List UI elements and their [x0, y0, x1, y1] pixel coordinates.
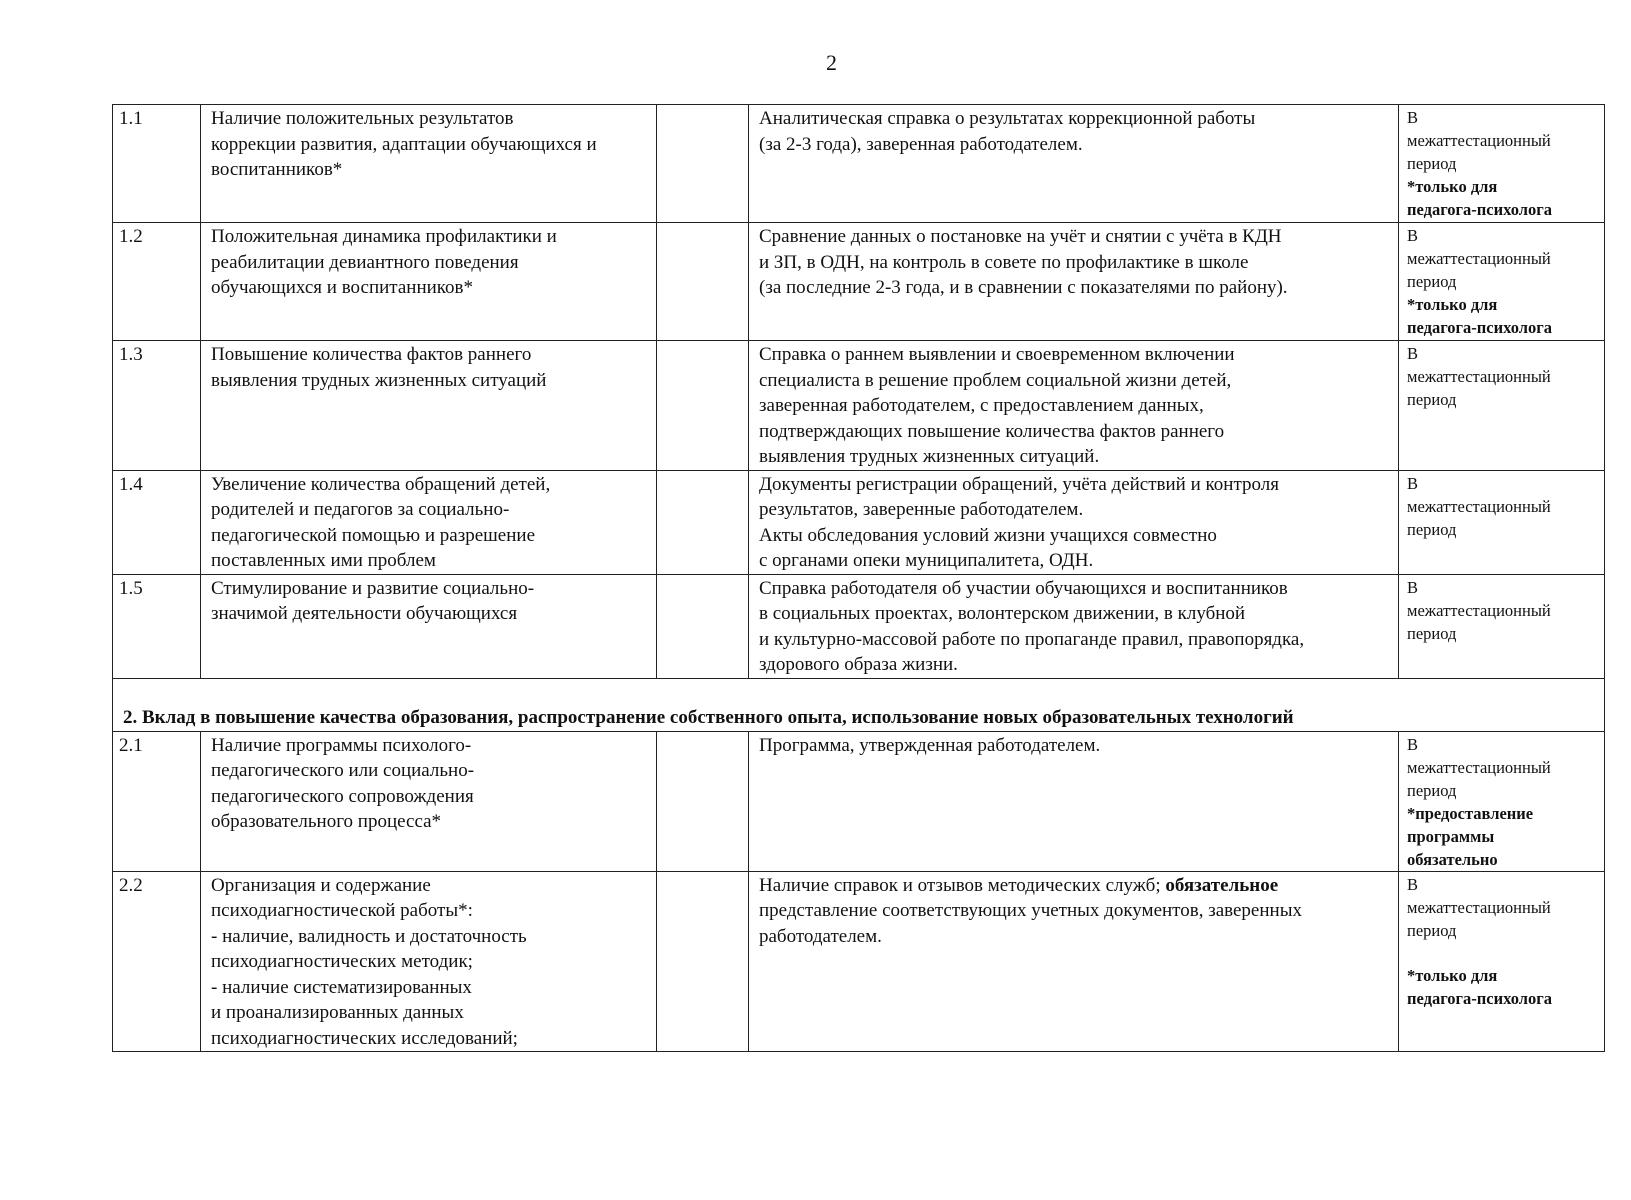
period-line: В — [1407, 473, 1419, 493]
empty-cell — [657, 470, 749, 574]
evidence-cell — [749, 223, 1399, 341]
period-line: период — [1407, 780, 1457, 800]
table-row — [113, 341, 1605, 471]
section-heading: 2. Вклад в повышение качества образования, распространение собственного опыта, использование новых образовательных технологий — [113, 678, 1605, 731]
criterion-line: психодиагностических исследований; — [211, 1027, 518, 1049]
period-line: межаттестационный — [1407, 897, 1551, 917]
period-line: период — [1407, 519, 1457, 539]
criterion-cell — [201, 105, 657, 223]
period-note: *только для — [1407, 965, 1498, 985]
evidence-line: (за 2-3 года), заверенная работодателем. — [759, 133, 1083, 155]
criterion-cell — [201, 574, 657, 678]
criteria-table-part1 — [113, 105, 1605, 679]
evidence-line — [759, 873, 1388, 899]
evidence-line: с органами опеки муниципалитета, ОДН. — [759, 550, 1094, 571]
evidence-line: Справка о раннем выявлении и своевременном включении — [759, 344, 1235, 365]
criterion-line: Увеличение количества обращений детей, — [211, 473, 551, 495]
period-cell — [1399, 223, 1605, 341]
empty-cell — [657, 871, 749, 1052]
evidence-line: выявления трудных жизненных ситуаций. — [759, 446, 1100, 467]
period-cell — [1399, 731, 1605, 871]
period-line: период — [1407, 154, 1457, 173]
table-row — [113, 871, 1605, 1052]
row-number: 2.1 — [113, 731, 201, 871]
period-line: межаттестационный — [1407, 131, 1551, 150]
criterion-line: Наличие программы психолого- — [211, 734, 472, 756]
evidence-line: Акты обследования условий жизни учащихся совместно — [759, 524, 1217, 546]
criterion-line: психодиагностических методик; — [211, 951, 473, 972]
criterion-line: педагогического или социально- — [211, 760, 475, 781]
evidence-line: в социальных проектах, волонтерском движении, в клубной — [759, 603, 1246, 624]
criterion-line: Стимулирование и развитие социально- — [211, 577, 535, 599]
row-number: 2.2 — [113, 871, 201, 1052]
criterion-line: Наличие положительных результатов — [211, 108, 514, 129]
evidence-line: и ЗП, в ОДН, на контроль в совете по профилактике в школе — [759, 251, 1249, 273]
empty-cell — [657, 223, 749, 341]
period-line: межаттестационный — [1407, 757, 1551, 777]
period-cell — [1399, 574, 1605, 678]
period-cell — [1399, 341, 1605, 471]
period-note: обязательно — [1407, 849, 1498, 869]
criterion-line: педагогического сопровождения — [211, 785, 474, 807]
criterion-line: Положительная динамика профилактики и — [211, 226, 557, 247]
period-cell — [1399, 871, 1605, 1052]
empty-cell — [657, 341, 749, 471]
criterion-line: психодиагностической работы*: — [211, 900, 473, 921]
criterion-line: Организация и содержание — [211, 874, 431, 896]
table-row — [113, 223, 1605, 341]
criterion-line: значимой деятельности обучающихся — [211, 603, 518, 624]
period-note: *предоставление — [1407, 803, 1534, 823]
criterion-line: образовательного процесса* — [211, 811, 442, 832]
period-cell — [1399, 105, 1605, 223]
period-line: межаттестационный — [1407, 249, 1551, 268]
criterion-line: родителей и педагогов за социально- — [211, 499, 510, 520]
evidence-cell — [749, 871, 1399, 1052]
period-note: *только для — [1407, 177, 1498, 196]
criterion-line: выявления трудных жизненных ситуаций — [211, 369, 547, 391]
evidence-line: (за последние 2-3 года, и в сравнении с показателями по району). — [759, 277, 1288, 298]
period-line: период — [1407, 920, 1457, 940]
evidence-line: Программа, утвержденная работодателем. — [759, 734, 1101, 756]
evidence-line: работодателем. — [759, 925, 882, 947]
evidence-line: Документы регистрации обращений, учёта действий и контроля — [759, 473, 1279, 495]
criterion-line: воспитанников* — [211, 159, 343, 180]
period-note: *только для — [1407, 295, 1498, 314]
period-line: В — [1407, 734, 1419, 754]
period-cell — [1399, 470, 1605, 574]
criterion-cell — [201, 341, 657, 471]
evidence-emphasis: обязательное — [1165, 874, 1279, 896]
period-note: педагога-психолога — [1407, 988, 1553, 1008]
period-note: программы — [1407, 826, 1495, 846]
criterion-cell — [201, 470, 657, 574]
row-number: 1.1 — [113, 105, 201, 223]
evidence-line: подтверждающих повышение количества фактов раннего — [759, 420, 1225, 442]
evidence-cell — [749, 341, 1399, 471]
evidence-cell — [749, 574, 1399, 678]
period-line: В — [1407, 226, 1419, 245]
period-note: педагога-психолога — [1407, 318, 1553, 337]
table-row — [113, 574, 1605, 678]
evidence-line: заверенная работодателем, с предоставлением данных, — [759, 395, 1204, 416]
table-row — [113, 731, 1605, 871]
table-row — [113, 105, 1605, 223]
criterion-line: реабилитации девиантного поведения — [211, 251, 519, 273]
row-number: 1.2 — [113, 223, 201, 341]
criterion-line: - наличие систематизированных — [211, 976, 472, 998]
period-line: межаттестационный — [1407, 367, 1551, 386]
row-number: 1.5 — [113, 574, 201, 678]
evidence-line: результатов, заверенные работодателем. — [759, 499, 1084, 520]
criteria-table — [112, 104, 1605, 1052]
evidence-cell — [749, 105, 1399, 223]
empty-cell — [657, 731, 749, 871]
row-number: 1.4 — [113, 470, 201, 574]
row-number: 1.3 — [113, 341, 201, 471]
evidence-line: Аналитическая справка о результатах коррекционной работы — [759, 108, 1256, 129]
period-line: период — [1407, 272, 1457, 291]
evidence-line: Справка работодателя об участии обучающихся и воспитанников — [759, 577, 1288, 599]
period-line: период — [1407, 390, 1457, 409]
criterion-line: коррекции развития, адаптации обучающихся и — [211, 133, 597, 155]
criterion-line: поставленных ими проблем — [211, 550, 436, 571]
period-line: В — [1407, 108, 1419, 127]
period-line: В — [1407, 577, 1419, 597]
criterion-cell — [201, 871, 657, 1052]
evidence-text: Наличие справок и отзывов методических служб; — [759, 874, 1166, 896]
criterion-line: Повышение количества фактов раннего — [211, 344, 532, 365]
criterion-cell — [201, 223, 657, 341]
criterion-line: и проанализированных данных — [211, 1002, 464, 1023]
criterion-line: - наличие, валидность и достаточность — [211, 925, 527, 947]
section-heading-row — [113, 678, 1605, 731]
criterion-cell — [201, 731, 657, 871]
empty-cell — [657, 105, 749, 223]
period-note: педагога-психолога — [1407, 200, 1553, 219]
criterion-line: педагогической помощью и разрешение — [211, 524, 536, 546]
criterion-line: обучающихся и воспитанников* — [211, 277, 474, 298]
evidence-line: здорового образа жизни. — [759, 654, 958, 675]
evidence-line: и культурно-массовой работе по пропаганде правил, правопорядка, — [759, 628, 1305, 650]
criteria-table-part2 — [113, 678, 1605, 1052]
empty-cell — [657, 574, 749, 678]
table-row — [113, 470, 1605, 574]
evidence-line: Сравнение данных о постановке на учёт и снятии с учёта в КДН — [759, 226, 1282, 247]
evidence-line: специалиста в решение проблем социальной жизни детей, — [759, 369, 1232, 391]
period-line: период — [1407, 623, 1457, 643]
evidence-cell — [749, 470, 1399, 574]
period-line: межаттестационный — [1407, 600, 1551, 620]
evidence-line: представление соответствующих учетных документов, заверенных — [759, 900, 1302, 921]
page-number: 2 — [826, 50, 837, 75]
period-line: В — [1407, 874, 1419, 894]
period-line: межаттестационный — [1407, 496, 1551, 516]
evidence-cell — [749, 731, 1399, 871]
period-line: В — [1407, 344, 1419, 363]
